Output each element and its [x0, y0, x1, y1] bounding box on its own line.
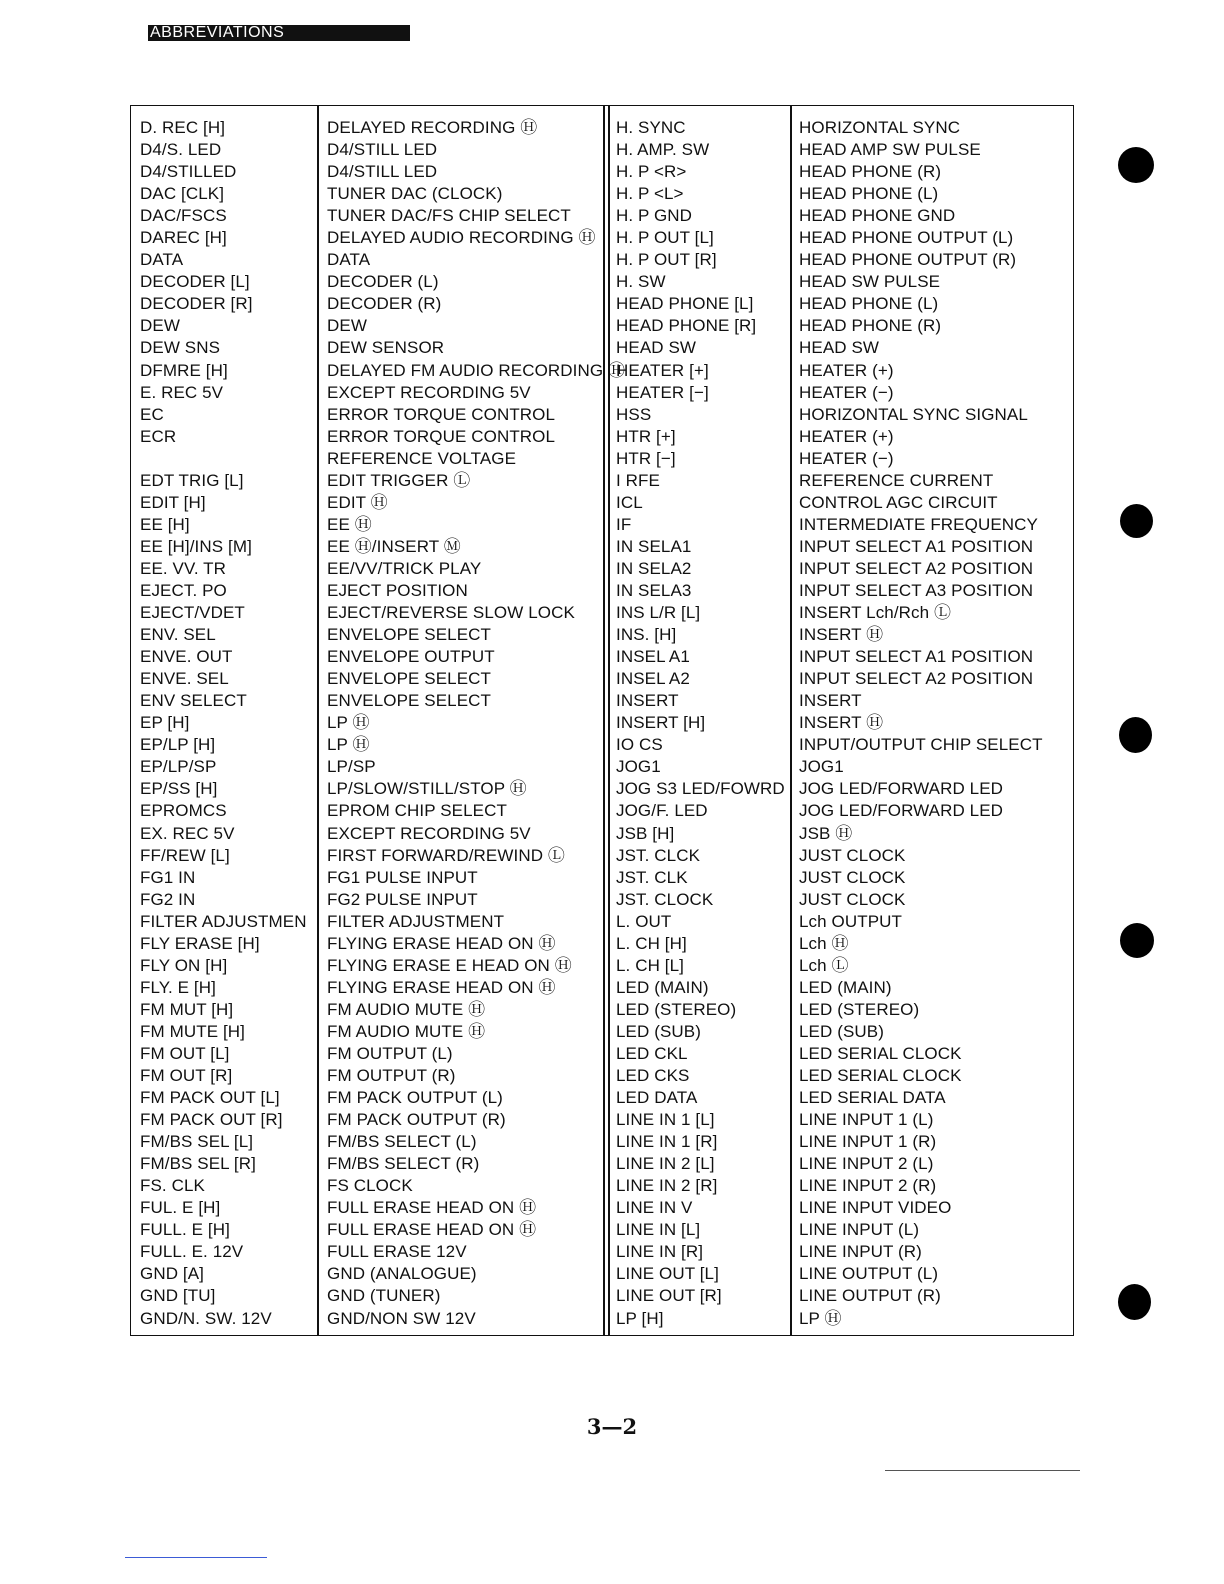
table-cell: INSERT Ⓗ — [799, 625, 884, 645]
table-cell: HEAD PHONE (L) — [799, 184, 939, 204]
table-cell: JUST CLOCK — [799, 889, 906, 909]
abbreviation-column-right — [616, 117, 785, 1330]
table-cell: JSB Ⓗ — [799, 823, 853, 843]
table-cell: FLYING ERASE HEAD ON Ⓗ — [327, 977, 556, 997]
table-cell: LINE INPUT 2 (R) — [799, 1176, 937, 1196]
table-cell: EDIT TRIGGER Ⓛ — [327, 470, 471, 490]
table-cell: HTR [+] — [616, 426, 676, 446]
table-cell: DECODER (L) — [327, 272, 439, 292]
table-cell: D4/S. LED — [140, 140, 222, 160]
table-cell: EP [H] — [140, 713, 190, 733]
meaning-column-right — [799, 117, 1043, 1330]
table-cell: LINE IN [R] — [616, 1242, 704, 1262]
table-cell: DELAYED RECORDING Ⓗ — [327, 118, 538, 137]
table-cell: HEAD PHONE (R) — [799, 316, 942, 336]
table-cell: CONTROL AGC CIRCUIT — [799, 492, 998, 512]
table-cell: LINE OUTPUT (R) — [799, 1286, 941, 1306]
table-cell: EE [H] — [140, 514, 190, 534]
table-cell: DELAYED AUDIO RECORDING Ⓗ — [327, 228, 596, 248]
table-cell: GND/NON SW 12V — [327, 1308, 476, 1328]
table-cell: DEW SENSOR — [327, 338, 445, 358]
table-cell: FM PACK OUT [R] — [140, 1110, 283, 1130]
scan-rule-line — [885, 1470, 1080, 1471]
table-cell: HEAD PHONE [L] — [616, 294, 754, 314]
table-cell: HEATER (−) — [799, 382, 894, 402]
table-cell: FS. CLK — [140, 1176, 205, 1196]
table-cell: FULL ERASE HEAD ON Ⓗ — [327, 1220, 537, 1240]
table-cell: LP Ⓗ — [327, 713, 370, 733]
table-cell: Lch OUTPUT — [799, 911, 903, 931]
table-cell: FILTER ADJUSTMEN — [140, 911, 307, 931]
table-cell: INPUT SELECT A3 POSITION — [799, 580, 1034, 600]
table-cell: EP/SS [H] — [140, 779, 218, 799]
table-cell: TUNER DAC/FS CHIP SELECT — [327, 206, 571, 226]
table-cell: FF/REW [L] — [140, 845, 230, 865]
table-cell: EJECT/VDET — [140, 603, 245, 623]
table-cell: JOG/F. LED — [616, 801, 708, 821]
table-cell: INPUT SELECT A2 POSITION — [799, 669, 1034, 689]
table-cell: HEAD SW — [799, 338, 880, 358]
table-cell: FM AUDIO MUTE Ⓗ — [327, 999, 486, 1019]
table-cell: HEATER (+) — [799, 426, 894, 446]
table-cell: HEAD PHONE (R) — [799, 162, 942, 182]
table-cell: HORIZONTAL SYNC SIGNAL — [799, 404, 1028, 424]
table-cell: JST. CLK — [616, 867, 688, 887]
table-cell: FULL. E. 12V — [140, 1242, 244, 1262]
table-cell: LINE OUTPUT (L) — [799, 1264, 939, 1284]
table-cell: DECODER [L] — [140, 272, 250, 292]
binder-hole-mark — [1118, 1284, 1151, 1320]
table-cell: D4/STILLED — [140, 162, 237, 182]
table-cell: LINE OUT [R] — [616, 1286, 722, 1306]
table-cell: LINE IN 1 [R] — [616, 1132, 718, 1152]
table-cell: EXCEPT RECORDING 5V — [327, 823, 531, 843]
table-cell: FM MUTE [H] — [140, 1021, 245, 1041]
table-cell: HEAD PHONE OUTPUT (R) — [799, 250, 1017, 270]
table-cell: ENV SELECT — [140, 691, 247, 711]
table-cell: LINE INPUT VIDEO — [799, 1198, 952, 1218]
table-cell: JOG LED/FORWARD LED — [799, 779, 1004, 799]
table-cell: FLY ERASE [H] — [140, 933, 260, 953]
table-cell: EP/LP/SP — [140, 757, 217, 777]
table-cell: EPROM CHIP SELECT — [327, 801, 507, 821]
table-cell: FM/BS SELECT (L) — [327, 1132, 477, 1152]
column-divider — [317, 106, 319, 1335]
table-cell: EC — [140, 404, 164, 424]
abbreviation-column-left — [140, 117, 307, 1330]
table-cell: H. P GND — [616, 206, 693, 226]
table-cell: HEATER [+] — [616, 360, 709, 380]
table-cell: LED SERIAL DATA — [799, 1088, 946, 1108]
table-cell: EDIT [H] — [140, 492, 206, 512]
binder-hole-mark — [1118, 147, 1154, 183]
table-cell: GND/N. SW. 12V — [140, 1308, 272, 1328]
table-cell: FULL. E [H] — [140, 1220, 230, 1240]
table-cell: ENVELOPE SELECT — [327, 669, 492, 689]
table-cell: ECR — [140, 426, 177, 446]
table-cell: IN SELA3 — [616, 580, 692, 600]
table-cell: ENV. SEL — [140, 625, 216, 645]
table-cell: DAREC [H] — [140, 228, 227, 248]
table-cell: FULL ERASE 12V — [327, 1242, 467, 1262]
table-cell: FM OUT [R] — [140, 1066, 233, 1086]
table-cell: LINE IN 2 [L] — [616, 1154, 715, 1174]
table-cell: JSB [H] — [616, 823, 675, 843]
binder-hole-mark — [1119, 717, 1152, 753]
table-cell: DELAYED FM AUDIO RECORDING Ⓗ — [327, 360, 626, 380]
table-cell: LP Ⓗ — [799, 1308, 842, 1328]
table-cell: DAC/FSCS — [140, 206, 227, 226]
table-cell: LINE IN [L] — [616, 1220, 701, 1240]
table-cell: LP Ⓗ — [327, 735, 370, 755]
table-cell: DECODER (R) — [327, 294, 442, 314]
table-cell: JST. CLOCK — [616, 889, 714, 909]
table-cell: GND [TU] — [140, 1286, 216, 1306]
table-cell: REFERENCE CURRENT — [799, 470, 994, 490]
table-cell: ENVELOPE SELECT — [327, 625, 492, 645]
table-cell: LED SERIAL CLOCK — [799, 1043, 962, 1063]
table-cell: D4/STILL LED — [327, 162, 438, 182]
table-cell: JOG1 — [799, 757, 844, 777]
page-number: 3—2 — [586, 1414, 638, 1439]
table-cell: TUNER DAC (CLOCK) — [327, 184, 503, 204]
table-cell: ERROR TORQUE CONTROL — [327, 404, 556, 424]
table-cell: INSERT — [799, 691, 862, 711]
table-cell: INPUT SELECT A2 POSITION — [799, 558, 1034, 578]
section-title: ABBREVIATIONS — [150, 25, 285, 41]
table-cell: LINE OUT [L] — [616, 1264, 719, 1284]
table-cell: LED (SUB) — [616, 1021, 701, 1041]
table-cell: LED SERIAL CLOCK — [799, 1066, 962, 1086]
table-cell: H. P OUT [R] — [616, 250, 717, 270]
table-cell: JUST CLOCK — [799, 845, 906, 865]
table-cell: FG2 IN — [140, 889, 196, 909]
table-cell: HEAD AMP SW PULSE — [799, 140, 981, 160]
table-cell: DEW — [140, 316, 180, 336]
table-cell: IN SELA1 — [616, 536, 692, 556]
table-cell: LP [H] — [616, 1308, 664, 1328]
table-cell: LP/SLOW/STILL/STOP Ⓗ — [327, 779, 527, 799]
table-cell: LINE IN 1 [L] — [616, 1110, 715, 1130]
table-cell: H. AMP. SW — [616, 140, 710, 160]
table-cell: EDT TRIG [L] — [140, 470, 244, 490]
table-cell: INPUT/OUTPUT CHIP SELECT — [799, 735, 1043, 755]
table-cell: LED CKS — [616, 1066, 690, 1086]
table-cell: FM OUT [L] — [140, 1043, 230, 1063]
table-cell: ENVELOPE OUTPUT — [327, 647, 495, 667]
table-cell: FM PACK OUTPUT (L) — [327, 1088, 503, 1108]
table-cell: LED CKL — [616, 1043, 688, 1063]
abbreviations-table — [130, 105, 1074, 1336]
table-cell: FLY ON [H] — [140, 955, 228, 975]
table-cell: FM/BS SELECT (R) — [327, 1154, 480, 1174]
table-cell: FG2 PULSE INPUT — [327, 889, 478, 909]
table-cell: HSS — [616, 404, 652, 424]
table-cell: JUST CLOCK — [799, 867, 906, 887]
table-cell: EDIT Ⓗ — [327, 492, 388, 512]
binder-hole-mark — [1120, 923, 1154, 958]
table-cell: FM AUDIO MUTE Ⓗ — [327, 1021, 486, 1041]
table-cell: EJECT POSITION — [327, 580, 468, 600]
table-cell: INSEL A1 — [616, 647, 690, 667]
table-cell: REFERENCE VOLTAGE — [327, 448, 517, 468]
table-cell: FILTER ADJUSTMENT — [327, 911, 505, 931]
table-cell: GND (TUNER) — [327, 1286, 441, 1306]
table-cell: HTR [−] — [616, 448, 676, 468]
table-cell: L. CH [L] — [616, 955, 684, 975]
table-cell: DATA — [140, 250, 184, 270]
table-cell: INSERT — [616, 691, 679, 711]
table-cell: DATA — [327, 250, 371, 270]
table-cell: HEATER [−] — [616, 382, 709, 402]
table-cell: EX. REC 5V — [140, 823, 235, 843]
table-cell: Lch Ⓗ — [799, 933, 849, 953]
table-cell: LINE INPUT 1 (R) — [799, 1132, 937, 1152]
table-cell: LINE INPUT (R) — [799, 1242, 922, 1262]
table-cell: LP/SP — [327, 757, 376, 777]
table-cell: JOG S3 LED/FOWRD — [616, 779, 785, 799]
table-cell: INPUT SELECT A1 POSITION — [799, 647, 1034, 667]
table-cell: DAC [CLK] — [140, 184, 225, 204]
table-cell: LED (MAIN) — [799, 977, 892, 997]
table-cell: LINE INPUT 2 (L) — [799, 1154, 934, 1174]
table-cell: E. REC 5V — [140, 382, 224, 402]
table-cell: LED (SUB) — [799, 1021, 884, 1041]
table-cell: HEATER (+) — [799, 360, 894, 380]
table-cell: HEATER (−) — [799, 448, 894, 468]
table-cell: I RFE — [616, 470, 660, 490]
table-cell: LINE IN V — [616, 1198, 693, 1218]
table-cell: DEW SNS — [140, 338, 221, 358]
table-cell: FM OUTPUT (R) — [327, 1066, 456, 1086]
table-cell: EJECT/REVERSE SLOW LOCK — [327, 603, 575, 623]
table-cell: EXCEPT RECORDING 5V — [327, 382, 531, 402]
table-cell: FG1 PULSE INPUT — [327, 867, 478, 887]
table-cell: INSEL A2 — [616, 669, 690, 689]
table-cell: FUL. E [H] — [140, 1198, 221, 1218]
table-cell: IN SELA2 — [616, 558, 692, 578]
table-cell: IO CS — [616, 735, 663, 755]
table-cell: FG1 IN — [140, 867, 196, 887]
table-cell: EE/VV/TRICK PLAY — [327, 558, 482, 578]
table-cell: HEAD PHONE [R] — [616, 316, 757, 336]
table-cell: H. SW — [616, 272, 666, 292]
binder-hole-mark — [1120, 504, 1153, 538]
table-cell: INSERT [H] — [616, 713, 706, 733]
table-cell: LINE INPUT 1 (L) — [799, 1110, 934, 1130]
table-cell: LINE IN 2 [R] — [616, 1176, 718, 1196]
meaning-column-left — [327, 117, 625, 1330]
table-cell: INSERT Lch/Rch Ⓛ — [799, 603, 952, 623]
table-cell: GND [A] — [140, 1264, 204, 1284]
table-cell: DEW — [327, 316, 367, 336]
section-header-bar — [148, 25, 410, 41]
table-cell: ICL — [616, 492, 643, 512]
table-cell: FM PACK OUT [L] — [140, 1088, 280, 1108]
table-cell: EE Ⓗ/INSERT Ⓜ — [327, 536, 461, 556]
table-cell: FM/BS SEL [L] — [140, 1132, 254, 1152]
table-cell: ENVE. SEL — [140, 669, 229, 689]
table-cell: EE Ⓗ — [327, 514, 372, 534]
table-cell: EE [H]/INS [M] — [140, 536, 252, 556]
table-cell: FLYING ERASE E HEAD ON Ⓗ — [327, 955, 572, 975]
table-cell: HEAD SW PULSE — [799, 272, 941, 292]
table-cell: H. P <R> — [616, 162, 687, 182]
table-cell: H. P OUT [L] — [616, 228, 714, 248]
table-cell: EP/LP [H] — [140, 735, 216, 755]
table-cell: H. P <L> — [616, 184, 684, 204]
table-cell: HEAD SW — [616, 338, 697, 358]
table-cell: LED DATA — [616, 1088, 698, 1108]
table-cell: L. OUT — [616, 911, 672, 931]
table-cell: FLYING ERASE HEAD ON Ⓗ — [327, 933, 556, 953]
table-cell: FM OUTPUT (L) — [327, 1043, 453, 1063]
table-cell: INTERMEDIATE FREQUENCY — [799, 514, 1038, 534]
table-cell: HEAD PHONE OUTPUT (L) — [799, 228, 1014, 248]
table-cell: EPROMCS — [140, 801, 227, 821]
table-cell: HEAD PHONE (L) — [799, 294, 939, 314]
table-cell: ENVE. OUT — [140, 647, 233, 667]
table-cell: Lch Ⓛ — [799, 955, 849, 975]
table-cell: D. REC [H] — [140, 118, 226, 137]
table-cell: JOG1 — [616, 757, 661, 777]
table-cell: ENVELOPE SELECT — [327, 691, 492, 711]
table-cell: INS L/R [L] — [616, 603, 701, 623]
table-cell: JOG LED/FORWARD LED — [799, 801, 1004, 821]
table-cell: EJECT. PO — [140, 580, 227, 600]
table-cell: FS CLOCK — [327, 1176, 413, 1196]
table-cell: LED (MAIN) — [616, 977, 709, 997]
table-cell: INSERT Ⓗ — [799, 713, 884, 733]
table-cell: EE. VV. TR — [140, 558, 227, 578]
table-cell: FM/BS SEL [R] — [140, 1154, 256, 1174]
table-cell: FIRST FORWARD/REWIND Ⓛ — [327, 845, 565, 865]
scan-rule-line — [125, 1557, 267, 1558]
table-cell: INPUT SELECT A1 POSITION — [799, 536, 1034, 556]
table-cell: FM PACK OUTPUT (R) — [327, 1110, 506, 1130]
table-cell: LINE INPUT (L) — [799, 1220, 920, 1240]
table-cell: FM MUT [H] — [140, 999, 234, 1019]
table-cell: GND (ANALOGUE) — [327, 1264, 477, 1284]
table-cell: FULL ERASE HEAD ON Ⓗ — [327, 1198, 537, 1218]
table-cell: H. SYNC — [616, 118, 686, 137]
table-cell: FLY. E [H] — [140, 977, 216, 997]
table-cell: JST. CLCK — [616, 845, 701, 865]
column-divider — [790, 106, 792, 1335]
table-cell: D4/STILL LED — [327, 140, 438, 160]
table-cell: DFMRE [H] — [140, 360, 228, 380]
table-cell: ERROR TORQUE CONTROL — [327, 426, 556, 446]
table-cell: HORIZONTAL SYNC — [799, 118, 961, 137]
table-cell: HEAD PHONE GND — [799, 206, 956, 226]
table-cell: L. CH [H] — [616, 933, 687, 953]
table-cell — [140, 448, 307, 470]
table-cell: LED (STEREO) — [799, 999, 920, 1019]
table-cell: LED (STEREO) — [616, 999, 737, 1019]
table-cell: INS. [H] — [616, 625, 677, 645]
table-cell: IF — [616, 514, 632, 534]
table-cell: DECODER [R] — [140, 294, 253, 314]
